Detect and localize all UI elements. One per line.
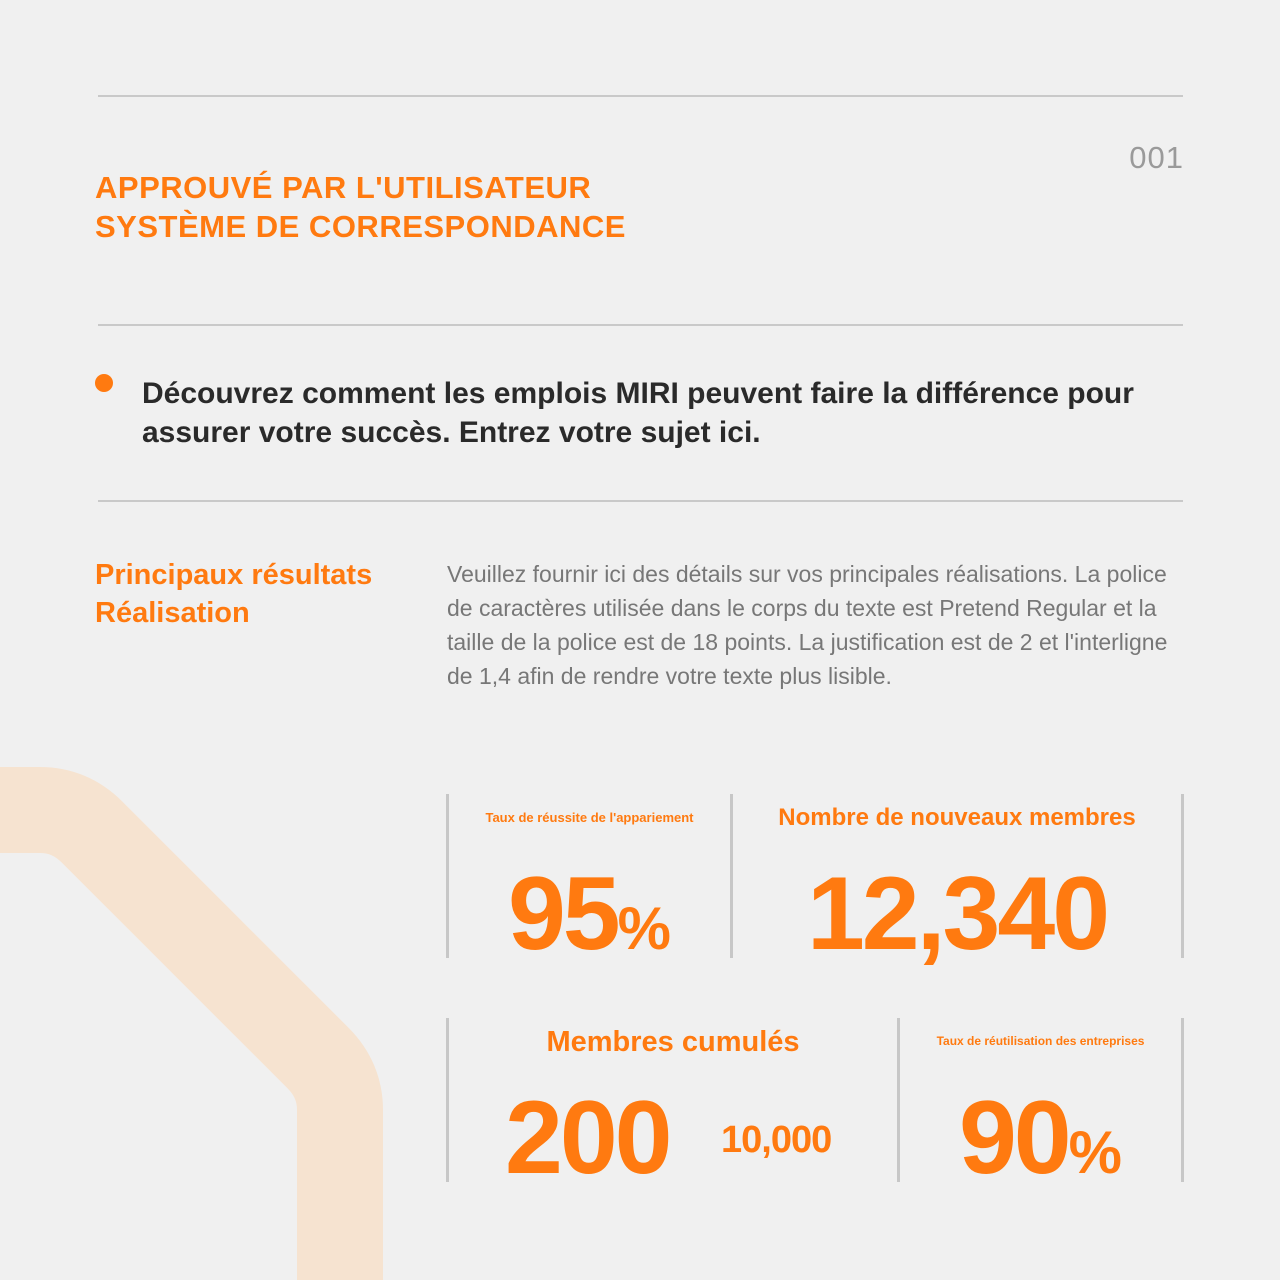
- section-heading-line-1: Principaux résultats: [95, 559, 373, 591]
- bullet-dot-icon: [95, 374, 113, 392]
- divider-top: [98, 95, 1183, 97]
- stat-reuse-rate-unit: %: [1068, 1119, 1123, 1186]
- section-heading: [95, 556, 372, 632]
- page-number: 001: [1129, 140, 1184, 175]
- stat-match-rate-label: Taux de réussite de l'appariement: [485, 810, 694, 825]
- stat-match-rate-number: 95: [507, 856, 618, 972]
- divider-middle: [98, 324, 1183, 326]
- page-title: [95, 168, 626, 246]
- stat-reuse-rate-number: 90: [958, 1080, 1069, 1196]
- stat-cumulative-value: 200: [505, 1080, 670, 1196]
- divider-lower: [98, 500, 1183, 502]
- stat-divider: [1181, 1018, 1184, 1182]
- stat-reuse-rate-label: Taux de réutilisation des entreprises: [936, 1034, 1145, 1048]
- section-heading-line-2: Réalisation: [95, 597, 250, 629]
- title-line-2: SYSTÈME DE CORRESPONDANCE: [95, 209, 626, 244]
- section-body: Veuillez fournir ici des détails sur vos principales réalisations. La police de caractères utilisée dans le corps du texte est Pretend Regular et la taille de la police est de 18 points. La justification est de 2 et l'interligne de 1,4 afin de rendre votre texte plus lisible.: [447, 561, 1168, 689]
- stat-reuse-rate-value: [900, 1080, 1181, 1196]
- lead-text: Découvrez comment les emplois MIRI peuvent faire la différence pour assurer votre succès. Entrez votre sujet ici.: [142, 377, 1134, 449]
- stat-cumulative-secondary: 10,000: [721, 1119, 832, 1161]
- stat-match-rate-unit: %: [617, 895, 672, 962]
- stat-divider: [1181, 794, 1184, 958]
- stat-match-rate-value: [449, 856, 730, 972]
- stat-cumulative-label: Membres cumulés: [546, 1026, 800, 1058]
- title-line-1: APPROUVÉ PAR L'UTILISATEUR: [95, 170, 592, 205]
- stat-new-members-label: Nombre de nouveaux membres: [778, 804, 1136, 831]
- stat-new-members-value: 12,340: [806, 856, 1108, 972]
